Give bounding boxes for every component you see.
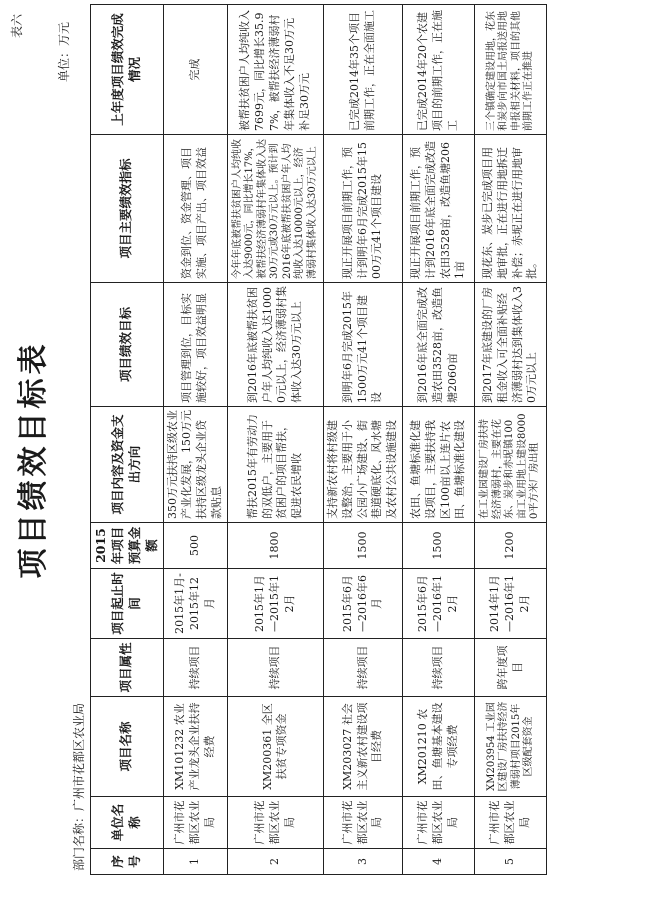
cell-goal: 项目管理到位，目标实施较好，项目效益明显 [163,283,227,407]
cell-indicators: 今年年底被帮扶贫困户人均纯收入达9000元，同比增长17%，被帮扶经济薄弱村年集体收入达30万元或30万元以上。预计到2016年底被帮扶贫困户年人均纯收入达10000元以上，经济薄弱村集体收入达30万元以上 [227,135,323,283]
column-header-indicators: 项目主要绩效指标 [91,135,164,283]
cell-attr: 持续项目 [323,639,402,697]
document-title: 项目绩效目标表 [16,340,51,579]
cell-unit: 广州市花都区农业局 [403,797,475,849]
table-row [403,5,475,875]
unit-label: 单位：万元 [57,22,71,83]
cell-name: XM200361 全区扶贫专项资金 [227,697,323,797]
cell-attr: 跨年度项目 [475,639,547,697]
cell-name: XM203027 社会主义新农村建设项目经费 [323,697,402,797]
cell-goal: 到2017年底建设的厂房租金收入可全面补贴经济薄弱村达到集体收入30万元以上 [475,283,547,407]
department-label: 部门名称：广州市花都区农业局 [72,702,86,871]
cell-name: XM101232 农业产业龙头企业扶持经费 [163,697,227,797]
column-header-period: 项目起止时间 [91,569,164,639]
cell-last-year: 已完成2014年20个农建项目的前期工作，正在施工 [403,5,475,135]
table-row [227,5,323,875]
column-header-unit: 单位名称 [91,797,164,849]
cell-period: 2014年1月—2016年12月 [475,569,547,639]
cell-no: 5 [475,849,547,875]
cell-last-year: 三个镇确定建设用地，花东和炭步向市国土局报送用地申报相关材料，项目的其他前期工作正在推进 [475,5,547,135]
cell-last-year: 被帮扶贫困户人均纯收入7699元，同比增长35.97%，被帮扶经济薄弱村年集体收入不足30万元补足30万元 [227,5,323,135]
cell-budget: 500 [163,523,227,569]
cell-last-year: 已完成2014年35个项目前期工作，正在全面施工 [323,5,402,135]
cell-indicators: 现花东、炭步已完成项目用地审批，正在进行用地拆迁补偿；赤坭正在进行用地审批。 [475,135,547,283]
cell-goal: 到2016年底全面完成改造农田3528亩，改造鱼塘2060亩 [403,283,475,407]
cell-indicators: 现正开展项目前期工作，预计到2016年底全面完成改造农田3528亩，改造鱼塘2061亩 [403,135,475,283]
column-header-no: 序号 [91,849,164,875]
cell-attr: 持续项目 [163,639,227,697]
cell-budget: 1500 [323,523,402,569]
cell-period: 2015年1月-2015年12月 [163,569,227,639]
cell-content: 农田、鱼塘标准化建设项目，主要扶持我区100亩以上连片农田、鱼塘标准化建设 [403,407,475,523]
cell-period: 2015年1月—2015年12月 [227,569,323,639]
table-header-row [91,5,164,875]
cell-unit: 广州市花都区农业局 [323,797,402,849]
cell-content: 在工业园建设厂房扶持经济薄弱村，主要在花东、炭步和赤坭镇100亩工业用地上建设80000平方米厂房出租 [475,407,547,523]
cell-unit: 广州市花都区农业局 [475,797,547,849]
column-header-last-year: 上年度项目绩效完成情况 [91,5,164,135]
cell-indicators: 现正开展项目前期工作，预计到明年6月完成2015年1500万元41个项目建设 [323,135,402,283]
cell-goal: 到2016年底被帮扶贫困户年人均纯收入达10000元以上，经济薄弱村集体收入达30万元以上 [227,283,323,407]
cell-last-year: 完成 [163,5,227,135]
table-row [323,5,402,875]
cell-attr: 持续项目 [403,639,475,697]
cell-content: 支持新农村将村级建设整治，主要用于小公园小广场建设、街巷道硬底化、风水塘及农村公共设施建设 [323,407,402,523]
cell-budget: 1200 [475,523,547,569]
cell-no: 1 [163,849,227,875]
cell-period: 2015年6月—2016年6月 [323,569,402,639]
cell-name: XM201210 农田、鱼塘基本建设专项经费 [403,697,475,797]
table-row [475,5,547,875]
cell-attr: 持续项目 [227,639,323,697]
table-number: 表六 [10,14,24,39]
cell-unit: 广州市花都区农业局 [227,797,323,849]
column-header-name: 项目名称 [91,697,164,797]
cell-name: XM203954 工业园区建设厂房扶持经济薄弱村项目2015年区级配套资金 [475,697,547,797]
cell-period: 2015年6月—2016年12月 [403,569,475,639]
cell-budget: 1500 [403,523,475,569]
cell-no: 4 [403,849,475,875]
column-header-content: 项目内容及资金支出方向 [91,407,164,523]
cell-content: 350万元扶持区级农业产业化发展，150万元扶持区级龙头企业贷款贴息 [163,407,227,523]
column-header-budget: 2015年项目预算金额 [91,523,164,569]
column-header-attr: 项目属性 [91,639,164,697]
cell-indicators: 资金到位、资金管理、项目实施、项目产出、项目效益 [163,135,227,283]
cell-no: 3 [323,849,402,875]
cell-unit: 广州市花都区农业局 [163,797,227,849]
cell-goal: 到明年6月完成2015年1500万元41个项目建设 [323,283,402,407]
table-row [163,5,227,875]
cell-budget: 1800 [227,523,323,569]
performance-table [90,4,547,875]
column-header-goal: 项目绩效目标 [91,283,164,407]
cell-no: 2 [227,849,323,875]
cell-content: 帮扶2015年有劳动力的双低户，主要用于贫困户的项目帮扶，促进农民增收 [227,407,323,523]
